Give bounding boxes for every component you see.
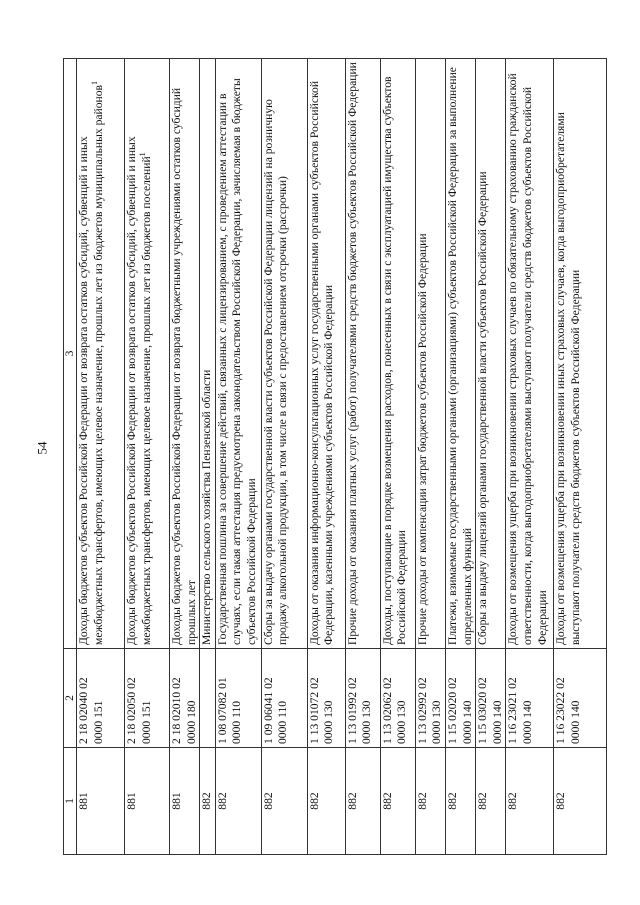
budget-code-cell (475, 648, 505, 747)
revenue-name-cell-text: Доходы от возмещения ущерба при возникновении страховых случаев по обязательному страхованию гражданской ответственности, когда выгодоприобретателями выступают получатели средств бюджетов субъектов Российской Федерации (505, 72, 549, 645)
footnote-marker: 1 (137, 151, 147, 156)
revenue-name-cell-text: Доходы бюджетов субъектов Российской Федерации от возврата остатков субсидий, субвенций и иных межбюджетных трансфертов, имеющих целевое назначение, прошлых лет из бюджетов муниципальных районов (76, 84, 105, 645)
page-number: 54 (34, 441, 50, 455)
header-col-3: 3 (63, 58, 76, 648)
budget-code-cell (445, 648, 475, 747)
revenue-name-cell-text: Прочие доходы от компенсации затрат бюджетов субъектов Российской Федерации (415, 232, 429, 645)
admin-code-cell-text: 882 (415, 791, 429, 810)
revenue-name-cell (380, 58, 415, 648)
header-col-2: 2 (63, 648, 76, 747)
revenue-name-cell (445, 58, 475, 648)
admin-code-cell-text: 882 (261, 791, 275, 810)
revenue-name-cell (553, 58, 606, 648)
admin-code-cell-text: 882 (307, 791, 321, 810)
revenue-name-cell (169, 58, 199, 648)
budget-code-cell (76, 648, 124, 747)
revenue-name-cell-text: Платежи, взимаемые государственными органами (организациями) субъектов Российской Федерации за выполнение определенных функций (445, 66, 474, 645)
table-row (415, 58, 445, 854)
admin-code-cell-text: 882 (215, 791, 229, 810)
admin-code-cell-text: 881 (169, 791, 183, 810)
table-row (199, 58, 215, 854)
admin-code-cell-text: 882 (199, 791, 213, 810)
budget-code-cell-text: 1 15 02020 02 0000 140 (445, 676, 474, 744)
budget-code-cell-text: 1 13 01072 02 0000 130 (307, 676, 335, 744)
revenue-name-cell (345, 58, 380, 648)
footnote-marker: 1 (89, 80, 99, 85)
table-row (76, 58, 124, 854)
revenue-name-cell (475, 58, 505, 648)
admin-code-cell (415, 747, 445, 854)
budget-code-cell (169, 648, 199, 747)
revenue-name-cell (261, 58, 307, 648)
revenue-name-cell-text: Доходы бюджетов субъектов Российской Федерации от возврата остатков субсидий, субвенций и иных межбюджетных трансфертов, имеющих целевое назначение, прошлых лет из бюджетов поселений (124, 135, 153, 645)
budget-code-cell (345, 648, 380, 747)
revenue-name-cell-text: Доходы бюджетов субъектов Российской Федерации от возврата бюджетными учреждениями остатков субсидий прошлых лет (169, 87, 198, 645)
admin-code-cell-text: 882 (505, 791, 519, 810)
budget-code-cell-text: 1 16 23021 02 0000 140 (505, 676, 534, 744)
revenue-name-cell-text: Доходы от возмещения ущерба при возникновении иных страховых случаев, когда выгодоприобретателями выступают получатели средств бюджетов субъектов Российской Федерации (553, 111, 582, 645)
revenue-name-cell (199, 58, 215, 648)
admin-code-cell-text: 881 (76, 791, 90, 810)
revenue-name-cell-text: Доходы, поступающие в порядке возмещения расходов, понесенных в связи с эксплуатацией имущества субъектов Российской Федерации (380, 75, 408, 645)
budget-code-cell (505, 648, 553, 747)
table-row (215, 58, 261, 854)
table-row (124, 58, 169, 854)
revenue-name-cell-text: Министерство сельского хозяйства Пензенской области (199, 369, 213, 645)
admin-code-cell (445, 747, 475, 854)
table-row (445, 58, 475, 854)
admin-code-cell (215, 747, 261, 854)
revenue-name-cell-text: Сборы за выдачу органами государственной власти субъектов Российской Федерации лицензий на розничную продажу алкогольной продукции, в том числе в связи с предоставлением отсрочки (рассрочки) (261, 98, 289, 645)
rotated-table-container (63, 58, 586, 855)
table-row (475, 58, 505, 854)
budget-code-cell-text: 1 16 23022 02 0000 140 (553, 676, 582, 744)
revenue-name-cell-text: Сборы за выдачу лицензий органами государственной власти субъектов Российской Федерации (475, 170, 489, 645)
admin-code-cell-text: 882 (475, 791, 489, 810)
budget-code-cell-text: 2 18 02040 02 0000 151 (76, 676, 105, 744)
budget-code-cell-text: 1 08 07082 01 0000 110 (215, 676, 243, 744)
budget-code-cell-text: 2 18 02050 02 0000 151 (124, 676, 153, 744)
budget-code-cell (261, 648, 307, 747)
admin-code-cell (380, 747, 415, 854)
admin-code-cell (169, 747, 199, 854)
budget-code-cell-text: 1 13 02992 02 0000 130 (415, 676, 443, 744)
budget-code-cell-text: 1 13 01992 02 0000 130 (345, 676, 373, 744)
table-row (553, 58, 606, 854)
table-row (261, 58, 307, 854)
revenue-name-cell (307, 58, 345, 648)
budget-code-cell (415, 648, 445, 747)
budget-code-cell-text: 1 09 06041 02 0000 110 (261, 676, 289, 744)
admin-code-cell (553, 747, 606, 854)
admin-code-cell-text: 882 (553, 791, 567, 810)
budget-code-cell (215, 648, 261, 747)
admin-code-cell (199, 747, 215, 854)
table-row (307, 58, 345, 854)
admin-code-cell (261, 747, 307, 854)
revenue-name-cell-text: Доходы от оказания информационно-консультационных услуг государственными органами субъектов Российской Федерации, казенными учреждениями субъектов Российской Федерации (307, 80, 335, 645)
table-row (505, 58, 553, 854)
budget-code-cell (380, 648, 415, 747)
revenue-name-cell-text: Государственная пошлина за совершение действий, связанных с лицензированием, с проведением аттестации в случаях, если такая аттестация предусмотрена законодательством Российской Федерации, зачисляемая в бюджеты субъектов Российской Федерации (215, 77, 258, 645)
admin-code-cell (76, 747, 124, 854)
admin-code-cell (475, 747, 505, 854)
admin-code-cell (505, 747, 553, 854)
revenue-name-cell (505, 58, 553, 648)
table-header-row (63, 58, 76, 854)
table-row (345, 58, 380, 854)
budget-code-cell (553, 648, 606, 747)
admin-code-cell-text: 882 (380, 791, 394, 810)
admin-code-cell-text: 882 (345, 791, 359, 810)
revenue-name-cell (124, 58, 169, 648)
table-row (169, 58, 199, 854)
revenue-name-cell (415, 58, 445, 648)
admin-code-cell (307, 747, 345, 854)
revenue-name-cell (76, 58, 124, 648)
budget-code-cell (124, 648, 169, 747)
table-row (380, 58, 415, 854)
admin-code-cell-text: 882 (445, 791, 459, 810)
revenue-name-cell (215, 58, 261, 648)
budget-code-cell (199, 648, 215, 747)
admin-code-cell (124, 747, 169, 854)
budget-code-cell (307, 648, 345, 747)
admin-code-cell-text: 881 (124, 791, 138, 810)
revenue-codes-table (63, 58, 607, 855)
revenue-name-cell-text: Прочие доходы от оказания платных услуг (работ) получателями средств бюджетов субъектов Российской Федерации (345, 61, 359, 645)
budget-code-cell-text: 1 13 02062 02 0000 130 (380, 676, 408, 744)
budget-code-cell-text: 2 18 02010 02 0000 180 (169, 676, 198, 744)
admin-code-cell (345, 747, 380, 854)
budget-code-cell-text: 1 15 03020 02 0000 140 (475, 676, 504, 744)
header-col-1: 1 (63, 747, 76, 854)
